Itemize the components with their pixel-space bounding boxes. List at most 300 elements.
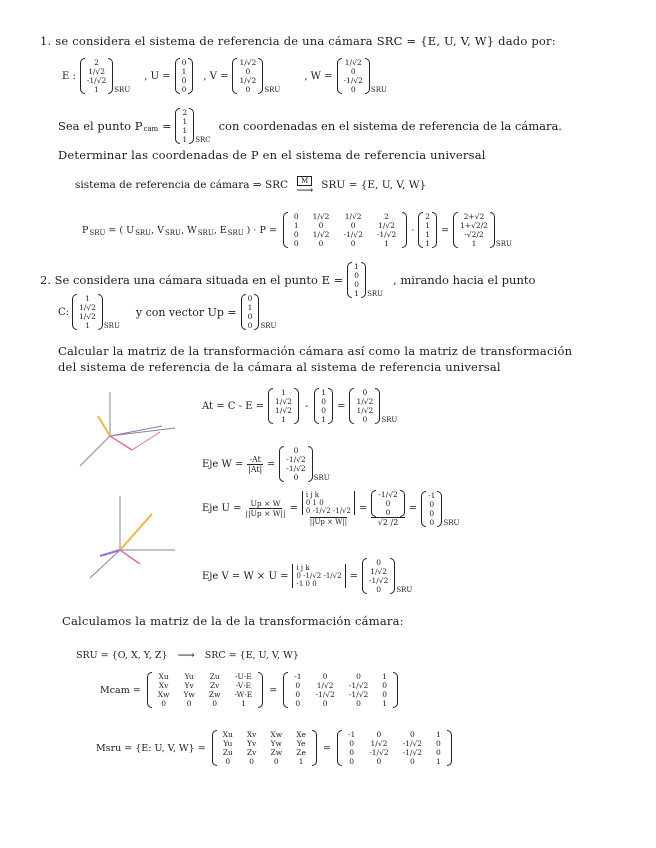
vector-entry: 0 bbox=[350, 67, 356, 76]
matrix-msru-symbolic bbox=[212, 730, 317, 766]
vector-entry: 1 bbox=[85, 294, 90, 303]
matrix-entry: Zu bbox=[209, 672, 220, 681]
mul-sign: · bbox=[411, 224, 415, 236]
at-label: At = C - E = bbox=[202, 400, 265, 412]
u-axis-label: Eje U = bbox=[202, 503, 242, 514]
matrix-m-box: M bbox=[297, 176, 312, 186]
matrix-column bbox=[434, 730, 443, 766]
matrix-entry: -1/√2 bbox=[376, 230, 397, 239]
matrix-entry: Xw bbox=[157, 690, 170, 699]
point-c-row bbox=[58, 294, 276, 330]
vector-entry: 0 bbox=[350, 85, 356, 94]
vector-entry: 0 bbox=[429, 508, 435, 518]
problem-2-task-1: Calcular la matriz de la transformación cámara así como la matriz de transformación bbox=[58, 344, 573, 358]
sru-subscript: SRU bbox=[495, 240, 512, 248]
matrix-entry: Yv bbox=[247, 739, 257, 748]
matrix-entry: -1/√2 bbox=[315, 690, 335, 699]
vector-entry: 0 bbox=[385, 508, 391, 517]
w-row bbox=[202, 446, 330, 482]
pcam-eq: = bbox=[162, 119, 172, 133]
equals-sign: = bbox=[322, 742, 331, 754]
matrix-column bbox=[401, 730, 424, 766]
u-frac-top: Up × W bbox=[250, 499, 281, 508]
matrix-entry: Yw bbox=[183, 690, 195, 699]
matrix-msru-numeric bbox=[337, 730, 452, 766]
vector-entry: 0 bbox=[293, 473, 299, 482]
psru-end: ) · P = bbox=[246, 224, 277, 236]
matrix-entry: 0 bbox=[349, 739, 354, 748]
vector-entry: 2+√2 bbox=[463, 212, 485, 221]
matrix-entry: 0 bbox=[322, 672, 328, 681]
vector-entry: 0 bbox=[321, 397, 327, 406]
vector-entries bbox=[342, 58, 365, 94]
sru-subscript: SRU bbox=[396, 586, 413, 594]
matrix-entry: 0 bbox=[436, 748, 441, 757]
matrix-mcam-symbolic bbox=[147, 672, 263, 708]
sru-subscript: SRU bbox=[114, 86, 131, 94]
vector-at-c bbox=[268, 388, 299, 424]
matrix-entry: 0 bbox=[350, 239, 356, 248]
matrix-entry: Zv bbox=[209, 681, 220, 690]
vector-v bbox=[232, 58, 263, 94]
matrix-entry: 0 bbox=[249, 757, 255, 766]
matrix-entry: 1 bbox=[240, 699, 246, 708]
matrix-entry: 0 bbox=[322, 699, 328, 708]
matrix-entry: 0 bbox=[293, 230, 299, 239]
matrix-entry: -V·E bbox=[235, 681, 251, 690]
vector-entry: 1 bbox=[354, 262, 360, 271]
matrix-entry: -1/√2 bbox=[348, 681, 369, 690]
vector-entries bbox=[85, 58, 108, 94]
vector-w-result bbox=[279, 446, 312, 482]
det-row: 0 -1/√2 -1/√2 bbox=[305, 507, 351, 515]
vector-entry: 0 bbox=[354, 271, 360, 280]
matrix-entry: 0 bbox=[376, 730, 382, 739]
psru-e: , E bbox=[213, 224, 227, 236]
vector-entry: 0 bbox=[247, 312, 253, 321]
c-label: C: bbox=[58, 306, 70, 318]
vector-entry: 0 bbox=[362, 415, 368, 424]
w-fraction bbox=[247, 455, 263, 474]
matrix-entries bbox=[288, 212, 402, 248]
psru-v: , V bbox=[151, 224, 164, 236]
vector-entry: 0 bbox=[429, 517, 435, 527]
vector-c bbox=[72, 294, 103, 330]
matrix-column bbox=[313, 672, 336, 708]
matrix-entry: 1/√2 bbox=[312, 230, 330, 239]
matrix-entry: 0 bbox=[293, 212, 299, 221]
matrix-entry: 1/√2 bbox=[378, 221, 395, 230]
matrix-entry: -1/√2 bbox=[343, 230, 363, 239]
vector-entry: 1 bbox=[321, 415, 327, 424]
matrix-entry: 0 bbox=[356, 672, 361, 681]
sru-subscript: SRU bbox=[381, 416, 398, 424]
vector-entry: 0 bbox=[293, 446, 299, 455]
vectors-row bbox=[62, 58, 387, 94]
matrix-column bbox=[347, 672, 370, 708]
vector-w bbox=[337, 58, 370, 94]
vector-entry: 1/√2 bbox=[344, 58, 362, 67]
matrix-entry: 0 bbox=[409, 757, 415, 766]
vector-entry: 0 bbox=[181, 58, 187, 67]
vector-u-result bbox=[421, 491, 442, 527]
matrix-entry: 1/√2 bbox=[370, 739, 388, 748]
psru-row bbox=[82, 212, 512, 248]
vector-entries bbox=[284, 446, 307, 482]
matrix-entry: Xw bbox=[270, 730, 283, 739]
vector-entry: 1 bbox=[182, 135, 188, 144]
vector-entry: 1 bbox=[94, 85, 99, 94]
vector-entry: 1/√2 bbox=[79, 312, 96, 321]
det-row: i j k bbox=[305, 491, 319, 499]
vector-entry: 2 bbox=[425, 212, 431, 221]
vector-entry: 0 bbox=[354, 280, 360, 289]
vector-entry: 0 bbox=[181, 76, 187, 85]
vector-entries bbox=[367, 558, 390, 594]
equals-sign: = bbox=[441, 224, 450, 236]
psru-label: P bbox=[82, 224, 89, 236]
matrix-entry: 0 bbox=[186, 699, 192, 708]
src-text: sistema de referencia de cámara ⇒ SRC bbox=[75, 179, 289, 191]
det-row: i j k bbox=[296, 564, 310, 572]
vector-entry: 0 bbox=[247, 321, 253, 330]
src-to-sru-row bbox=[75, 176, 427, 197]
matrix-entry: 0 bbox=[318, 221, 324, 230]
vector-entry: 1/√2 bbox=[239, 58, 257, 67]
w-frac-top: -At bbox=[249, 454, 261, 464]
matrix-entry: Yw bbox=[270, 739, 282, 748]
u-row bbox=[202, 490, 459, 527]
vector-entry: 1/√2 bbox=[370, 567, 388, 576]
vector-entry: 0 bbox=[181, 85, 187, 94]
vector-entry: -1/√2 bbox=[86, 76, 107, 85]
matrix-entries bbox=[152, 672, 258, 708]
w-frac-bot: |At| bbox=[248, 464, 263, 474]
vector-entries bbox=[180, 58, 189, 94]
u-sub: SRU bbox=[135, 229, 152, 237]
vector-entry: 1/√2 bbox=[356, 397, 374, 406]
vector-v-result bbox=[362, 558, 395, 594]
matrix-entry: 0 bbox=[212, 699, 218, 708]
problem-1-statement: 1. se considera el sistema de referencia de una cámara SRC = {E, U, V, W} dado por: bbox=[40, 34, 556, 48]
vector-entry: 0 bbox=[321, 406, 327, 415]
matrix-entry: 1 bbox=[382, 699, 388, 708]
calc-heading: Calculamos la matriz de la de la transformación cámara: bbox=[62, 614, 404, 628]
mapping-row bbox=[76, 648, 299, 662]
vector-entry: 1 bbox=[247, 303, 253, 312]
matrix-entry: 0 bbox=[161, 699, 166, 708]
matrix-entry: 0 bbox=[382, 681, 388, 690]
vector-entry: 0 bbox=[247, 294, 253, 303]
matrix-column bbox=[221, 730, 235, 766]
vector-entry: 1 bbox=[281, 388, 286, 397]
vector-entries bbox=[319, 388, 328, 424]
matrix-column bbox=[367, 730, 390, 766]
vector-u bbox=[175, 58, 194, 94]
matrix-entry: Xe bbox=[296, 730, 306, 739]
matrix-column bbox=[292, 672, 303, 708]
sru-subscript: SRU bbox=[313, 474, 330, 482]
sru-subscript: SRU bbox=[260, 322, 277, 330]
minus-sign: - bbox=[304, 400, 309, 412]
vector-entries bbox=[426, 491, 437, 527]
vector-entries bbox=[246, 294, 255, 330]
vector-entry: -1/√2 bbox=[343, 76, 363, 85]
matrix-column bbox=[245, 730, 259, 766]
vector-entry: 0 bbox=[245, 85, 251, 94]
matrix-column bbox=[292, 212, 301, 248]
v-row bbox=[202, 558, 412, 594]
matrix-entry: 1 bbox=[436, 757, 441, 766]
matrix-entry: -W·E bbox=[234, 690, 253, 699]
vector-entry: 1 bbox=[85, 321, 90, 330]
psru-eq: = ( U bbox=[108, 224, 135, 236]
vector-entry: 1 bbox=[425, 221, 431, 230]
matrix-entry: 2 bbox=[384, 212, 389, 221]
w-sub: SRU bbox=[197, 229, 214, 237]
matrix-column bbox=[311, 212, 332, 248]
vector-entry: 1 bbox=[471, 239, 477, 248]
vector-entry: 1/√2 bbox=[88, 67, 105, 76]
matrix-entry: 0 bbox=[356, 699, 361, 708]
vector-at-e bbox=[314, 388, 333, 424]
u-det-den: ||Up × W|| bbox=[309, 518, 348, 526]
matrix-entry: Zu bbox=[222, 748, 233, 757]
vector-entry: 1 bbox=[425, 230, 431, 239]
matrix-column bbox=[181, 672, 196, 708]
pcam-text: Sea el punto P bbox=[58, 119, 143, 133]
vector-entry: 1 bbox=[182, 117, 188, 126]
e-label: E : bbox=[62, 70, 76, 82]
equals-sign: = bbox=[408, 503, 418, 514]
matrix-column bbox=[341, 212, 364, 248]
matrix-entry: -1 bbox=[347, 730, 356, 739]
matrix-entry: -1/√2 bbox=[402, 739, 423, 748]
matrix-entry: Yu bbox=[223, 739, 233, 748]
vector-entry: -1/√2 bbox=[286, 455, 306, 464]
matrix-entries bbox=[288, 672, 393, 708]
matrix-entry: -1/√2 bbox=[402, 748, 423, 757]
v-axis-label: Eje V = W × U = bbox=[202, 570, 289, 582]
matrix-entry: Yu bbox=[184, 672, 194, 681]
up-text: y con vector Up = bbox=[135, 305, 237, 319]
u-numeric-fraction bbox=[371, 490, 404, 527]
matrix-entry: 1 bbox=[293, 221, 299, 230]
src-subscript: SRC bbox=[195, 136, 211, 144]
matrix-entry: 0 bbox=[295, 690, 301, 699]
vector-at-result bbox=[349, 388, 380, 424]
matrix-entry: Zw bbox=[208, 690, 221, 699]
matrix-column bbox=[380, 672, 389, 708]
u-fraction bbox=[245, 499, 285, 518]
matrix-entry: Zv bbox=[246, 748, 257, 757]
matrix-entry: Ye bbox=[296, 739, 306, 748]
matrix-entry: 1 bbox=[298, 757, 304, 766]
matrix-entry: 1/√2 bbox=[344, 212, 362, 221]
vector-entry: 1 bbox=[181, 67, 187, 76]
u-frac-bot: ||Up × W|| bbox=[245, 509, 286, 518]
matrix-entry: Ze bbox=[296, 748, 306, 757]
vector-entry: -1/√2 bbox=[286, 464, 306, 473]
vector-entry: 1/√2 bbox=[275, 397, 292, 406]
vector-entry: 0 bbox=[245, 67, 251, 76]
matrix-column bbox=[375, 212, 398, 248]
problem-2-task-2: del sistema de referencia de la cámara al sistema de referencia universal bbox=[58, 360, 501, 374]
vector-entry: 0 bbox=[429, 499, 435, 509]
problem-2-statement-row bbox=[40, 262, 535, 298]
sru-subscript: SRU bbox=[264, 86, 281, 94]
vector-entry: 0 bbox=[376, 585, 382, 594]
matrix-entry: -1/√2 bbox=[369, 748, 389, 757]
vector-entry: 1 bbox=[281, 415, 286, 424]
equals-sign: = bbox=[289, 503, 298, 514]
matrix-entry: 0 bbox=[349, 757, 354, 766]
cam-subscript: cam bbox=[143, 125, 159, 133]
w-axis-label: Eje W = bbox=[202, 458, 244, 470]
matrix-entry: -1/√2 bbox=[348, 690, 369, 699]
matrix-entry: 0 bbox=[409, 730, 415, 739]
u-denominator: √2 /2 bbox=[377, 518, 399, 527]
vector-entry: 1/√2 bbox=[239, 76, 257, 85]
point-pcam-row bbox=[58, 108, 562, 144]
matrix-entry: Yv bbox=[184, 681, 194, 690]
vector-e2 bbox=[347, 262, 366, 298]
vector-entries bbox=[352, 262, 361, 298]
vector-entries bbox=[237, 58, 258, 94]
vector-entry: 2 bbox=[182, 108, 188, 117]
psru-w: , W bbox=[180, 224, 197, 236]
matrix-entry: Xv bbox=[158, 681, 169, 690]
vector-entry: -1 bbox=[428, 490, 436, 500]
vector-entry: -1/√2 bbox=[368, 576, 389, 585]
vector-entry: 1 bbox=[182, 126, 188, 135]
matrix-entry: 0 bbox=[225, 757, 231, 766]
mcam-label: Mcam = bbox=[100, 684, 141, 696]
matrix-column bbox=[346, 730, 357, 766]
matrix-m bbox=[283, 212, 407, 248]
pcam-text-b: con coordenadas en el sistema de referencia de la cámara. bbox=[218, 119, 562, 133]
msru-row bbox=[96, 730, 452, 766]
mcam-row bbox=[100, 672, 398, 708]
vector-result bbox=[453, 212, 495, 248]
matrix-entry: Xu bbox=[222, 730, 233, 739]
matrix-entry: Xu bbox=[158, 672, 169, 681]
vector-entry: 1 bbox=[321, 388, 327, 397]
matrix-entry: 0 bbox=[295, 699, 301, 708]
matrix-entry: 0 bbox=[376, 757, 382, 766]
matrix-entry: 1 bbox=[436, 730, 441, 739]
sru-set: SRU = {O, X, Y, Z} bbox=[76, 649, 168, 661]
u-determinant-fraction bbox=[302, 491, 355, 526]
vector-e bbox=[80, 58, 113, 94]
matrix-entry: 0 bbox=[295, 681, 301, 690]
at-row bbox=[202, 388, 397, 424]
vector-entry: 0 bbox=[385, 499, 391, 508]
matrix-entry: 1 bbox=[382, 672, 388, 681]
matrix-entry: 1/√2 bbox=[316, 681, 334, 690]
matrix-entry: 0 bbox=[349, 748, 354, 757]
vector-entry: 0 bbox=[376, 558, 382, 567]
vector-entry: 1/√2 bbox=[275, 406, 292, 415]
vector-u-num bbox=[371, 490, 404, 518]
vector-up bbox=[241, 294, 260, 330]
vector-entry: 1 bbox=[354, 289, 360, 298]
vector-entry: 1 bbox=[425, 239, 431, 248]
matrix-entry: 1/√2 bbox=[312, 212, 330, 221]
matrix-column bbox=[268, 730, 284, 766]
matrix-entry: -1 bbox=[294, 672, 302, 681]
vector-entries bbox=[423, 212, 432, 248]
vector-p bbox=[418, 212, 437, 248]
arrow-icon: ⟶ bbox=[296, 183, 314, 197]
msru-label: Msru = {E: U, V, W} = bbox=[96, 742, 206, 754]
matrix-entry: 0 bbox=[273, 757, 279, 766]
v-sub: SRU bbox=[164, 229, 181, 237]
vector-entries bbox=[354, 388, 375, 424]
matrix-entry: Zw bbox=[270, 748, 283, 757]
vector-entry: 0 bbox=[362, 388, 368, 397]
matrix-column bbox=[207, 672, 223, 708]
problem-1-task: Determinar las coordenadas de P en el sistema de referencia universal bbox=[58, 148, 486, 162]
matrix-entry: 1 bbox=[384, 239, 389, 248]
w-label: , W = bbox=[304, 70, 333, 82]
matrix-column bbox=[232, 672, 254, 708]
vector-entries bbox=[273, 388, 294, 424]
problem-2-statement-b: , mirando hacia el punto bbox=[393, 273, 536, 287]
vector-entry: 1/√2 bbox=[79, 303, 96, 312]
det-row: 0 1 0 bbox=[305, 499, 324, 507]
e-sub: SRU bbox=[227, 229, 244, 237]
sru-subscript: SRU bbox=[370, 86, 387, 94]
sru-subscript: SRU bbox=[367, 290, 384, 298]
matrix-entries bbox=[342, 730, 447, 766]
vector-entries bbox=[376, 490, 399, 517]
matrix-entry: Xv bbox=[246, 730, 257, 739]
matrix-entry: 0 bbox=[350, 221, 356, 230]
matrix-column bbox=[294, 730, 308, 766]
sru-subscript: SRU bbox=[103, 322, 120, 330]
matrix-column bbox=[156, 672, 172, 708]
matrix-entry: 0 bbox=[436, 739, 441, 748]
v-determinant bbox=[292, 564, 345, 588]
axes-sketch-2 bbox=[80, 488, 180, 588]
equals-sign: = bbox=[337, 400, 346, 412]
vector-entry: -√2/2 bbox=[464, 230, 484, 239]
vector-entries bbox=[180, 108, 189, 144]
matrix-entry: -U·E bbox=[234, 672, 252, 681]
vector-pcam bbox=[175, 108, 194, 144]
det-row: -1 0 0 bbox=[296, 580, 317, 588]
src-set: SRC = {E, U, V, W} bbox=[204, 649, 299, 661]
sru-subscript: SRU bbox=[443, 519, 460, 527]
sru-text: SRU = {E, U, V, W} bbox=[321, 179, 427, 191]
vector-entry: 1+√2/2 bbox=[460, 221, 488, 230]
vector-entries bbox=[458, 212, 490, 248]
vector-entry: 1/√2 bbox=[356, 406, 374, 415]
matrix-entry: 0 bbox=[318, 239, 324, 248]
arrow-icon: ⟶ bbox=[177, 648, 195, 662]
equals-sign: = bbox=[358, 503, 368, 514]
transform-arrow bbox=[296, 176, 314, 197]
vector-entry: 2 bbox=[94, 58, 99, 67]
equals-sign: = bbox=[349, 570, 358, 582]
matrix-mcam-numeric bbox=[283, 672, 398, 708]
axes-sketch-1 bbox=[70, 388, 185, 478]
vector-entry: -1/√2 bbox=[378, 490, 398, 499]
matrix-entries bbox=[217, 730, 312, 766]
det-row: 0 -1/√2 -1/√2 bbox=[296, 572, 342, 580]
problem-2-statement: 2. Se considera una cámara situada en el punto E = bbox=[40, 273, 344, 287]
